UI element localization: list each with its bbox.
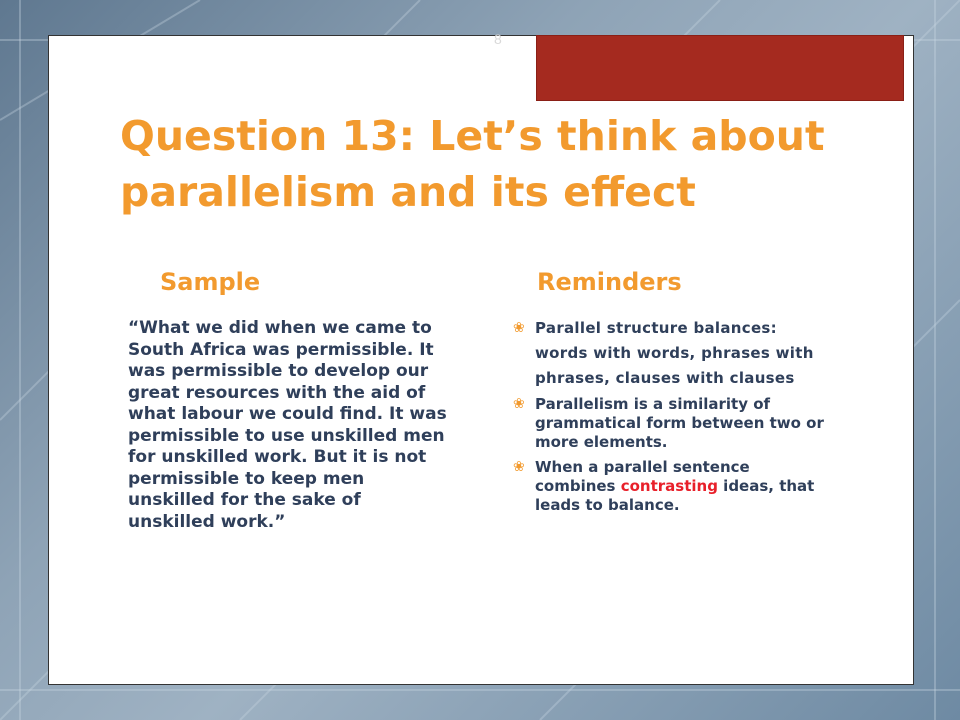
page-number-tab-fill: [537, 36, 903, 100]
page-number: 8: [494, 31, 502, 47]
highlighted-word: contrasting: [620, 477, 718, 495]
list-item: [513, 316, 833, 391]
reminder-text-before: When a parallel sentence combines: [535, 458, 750, 495]
reminder-text-after: ideas, that leads to balance.: [535, 477, 815, 514]
reminder-text: Parallel structure balances: words with words, phrases with phrases, clauses with clauses: [535, 319, 814, 387]
list-item: [513, 458, 833, 515]
page-number-tab: [528, 36, 912, 108]
reminders-list: [513, 316, 833, 515]
reminder-text: Parallelism is a similarity of grammatical form between two or more elements.: [535, 395, 824, 451]
list-item: [513, 395, 833, 452]
circle-bullet-icon: ❀: [513, 459, 525, 475]
sample-quote: “What we did when we came to South Africa was permissible. It was permissible to develop our great resources with the aid of what labour we could find. It was permissible to use unskilled men for unskilled work. But it is not permissible to keep men unskilled for the sake of unskilled work.”: [128, 318, 447, 532]
sample-heading: Sample: [160, 268, 261, 296]
slide-title: Question 13: Let’s think about parallelism and its effect: [120, 112, 825, 216]
circle-bullet-icon: ❀: [513, 320, 526, 336]
circle-bullet-icon: ❀: [513, 396, 525, 412]
reminders-heading: Reminders: [537, 268, 682, 296]
